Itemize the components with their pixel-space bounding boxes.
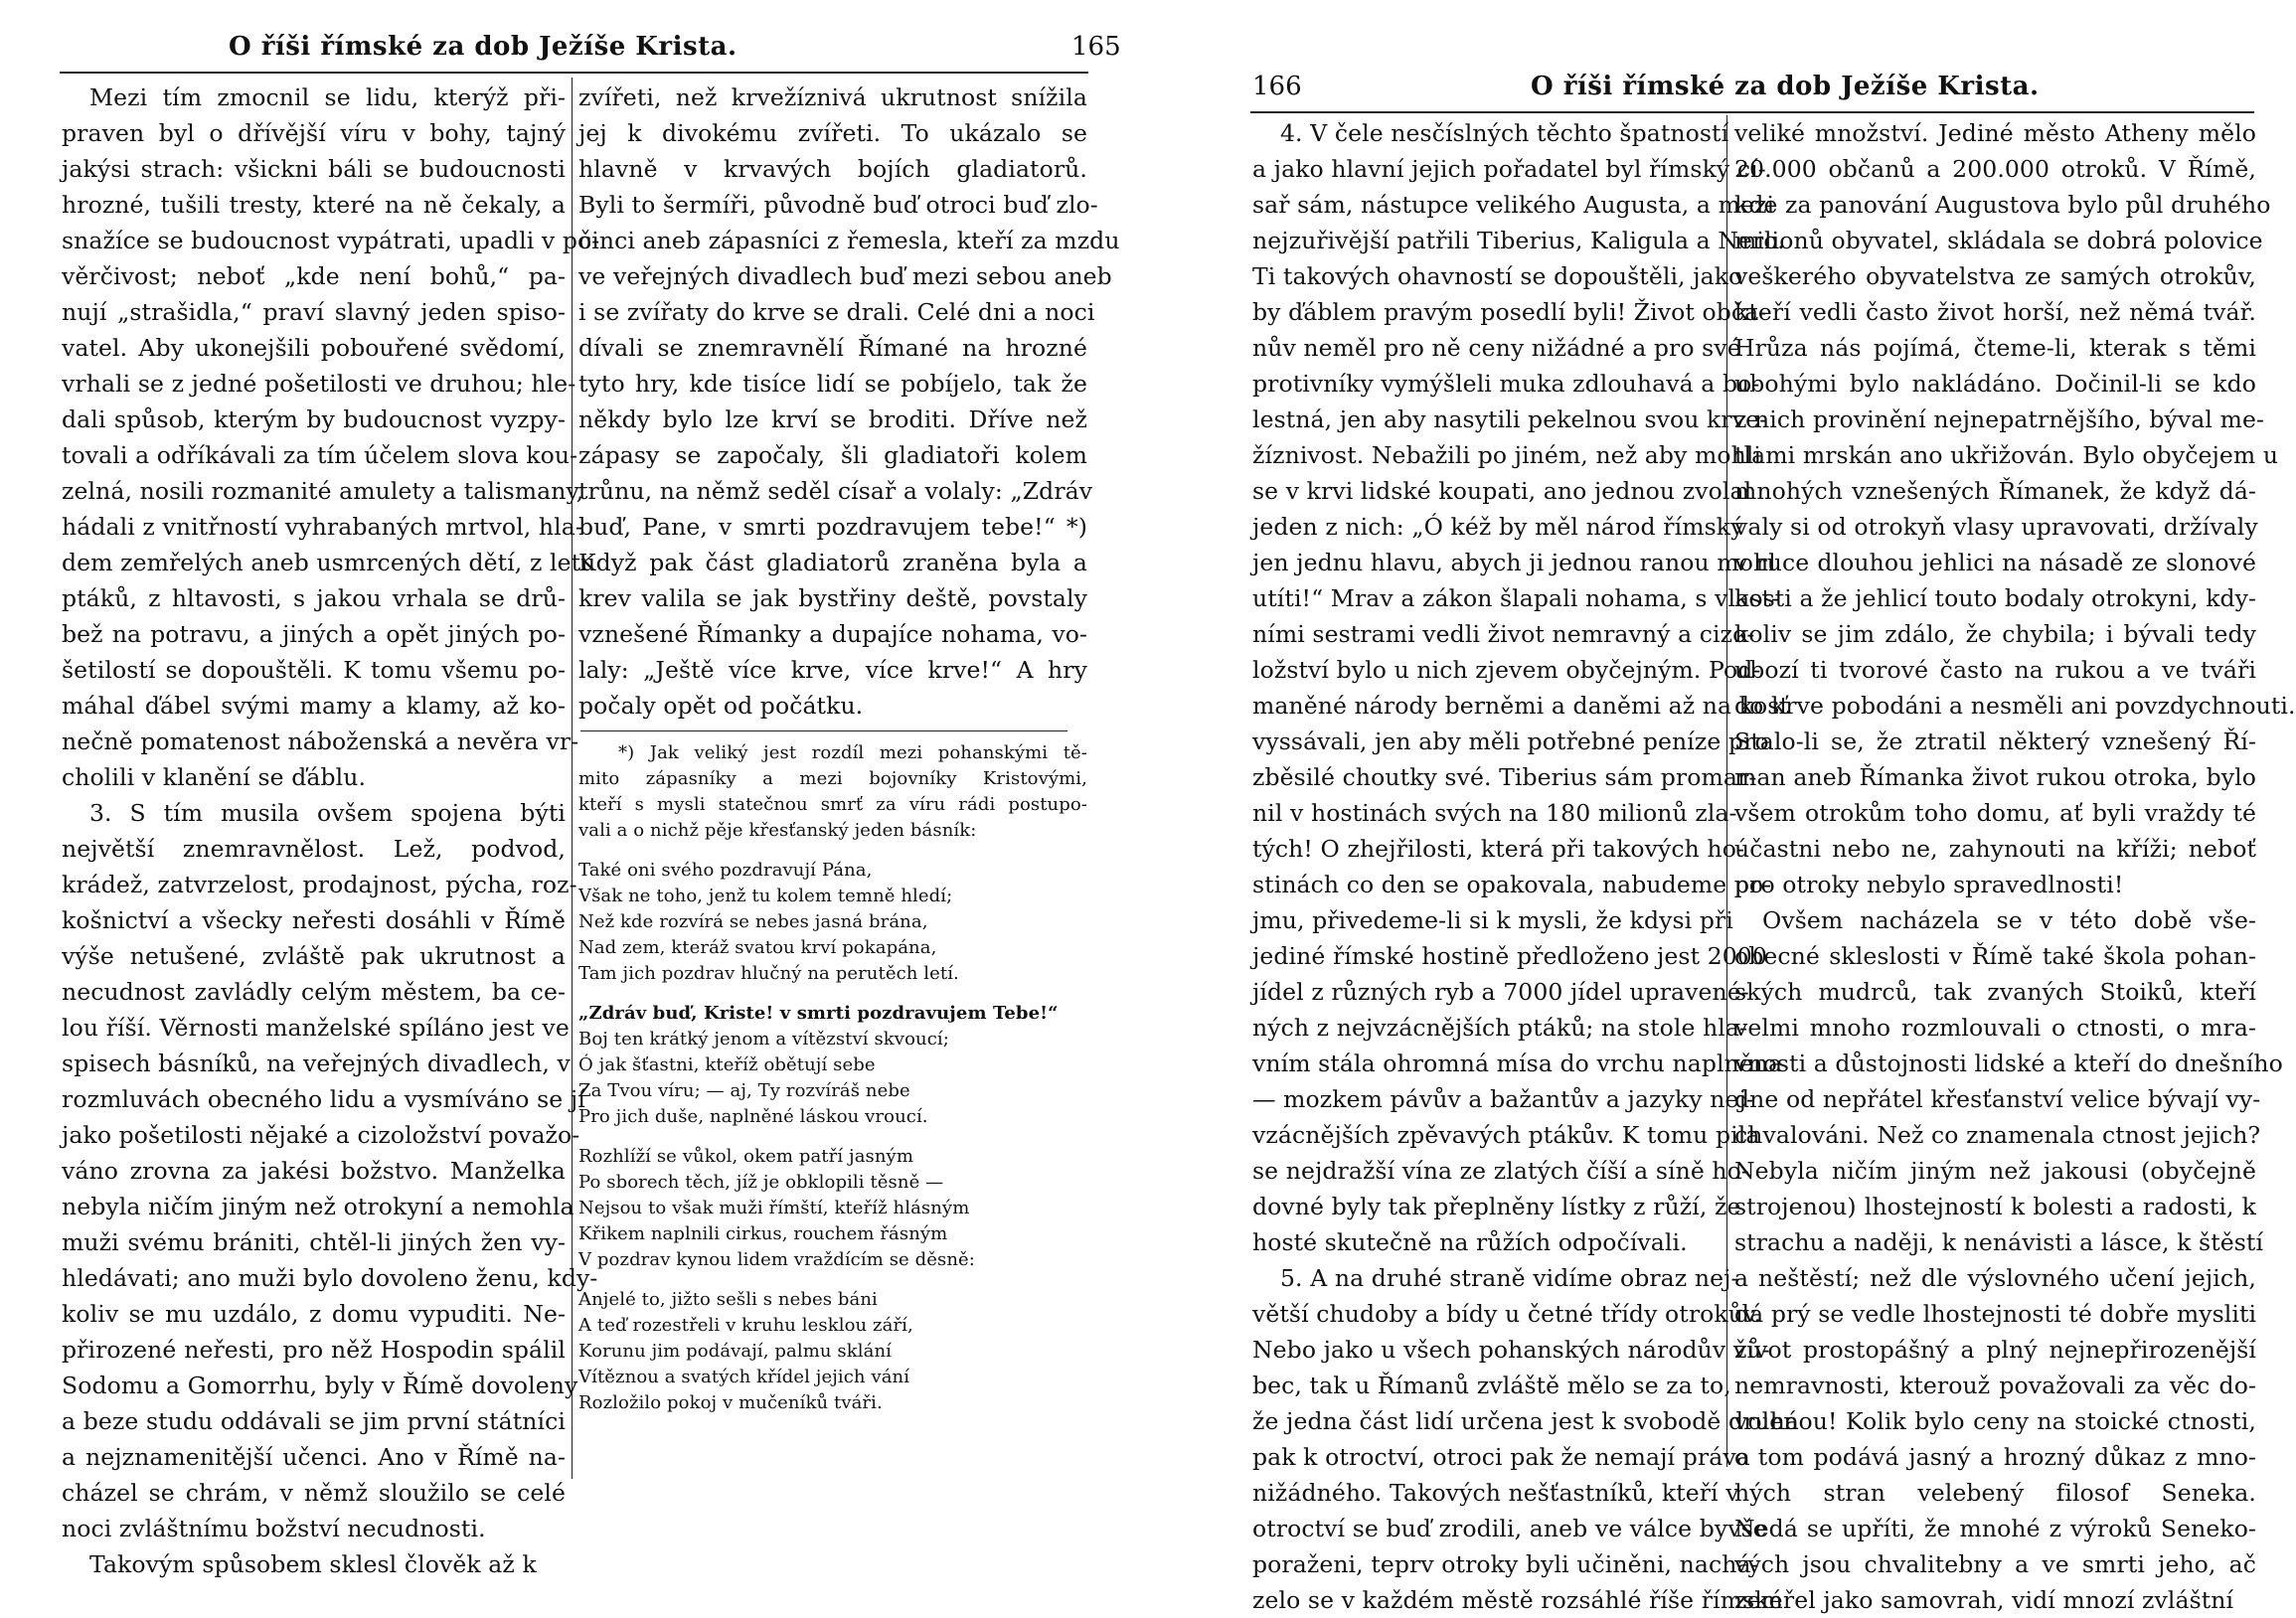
text-line: necudnost zavládly celým městem, ba ce- [62, 978, 566, 1006]
text-line: o tom podává jasný a hrozný důkaz z mno- [1734, 1443, 2256, 1471]
text-line: se nejdražší vína ze zlatých číší a síně ho- [1252, 1157, 1749, 1185]
poem-line: A teď rozestřeli v kruhu lesklou září, [578, 1315, 913, 1336]
text-line: do krve pobodáni a nesměli ani povzdychnouti. [1734, 692, 2296, 720]
text-line: snažíce se budoucnost vypátrati, upadli v po- [62, 227, 600, 254]
footnote-rule [580, 730, 1067, 731]
text-line: přirozené neřesti, pro něž Hospodin spálil [62, 1336, 566, 1364]
text-line: jmu, přivedeme-li si k mysli, že kdysi při [1252, 906, 1733, 934]
text-line: chvalováni. Než co znamenala ctnost jejich? [1734, 1121, 2261, 1149]
text-line: hádali z vnitřností vyhrabaných mrtvol, hla- [62, 513, 583, 541]
text-line: Nebyla ničím jiným než jakousi (obyčejně [1734, 1157, 2256, 1185]
text-line: zběsilé choutky své. Tiberius sám promar- [1252, 763, 1757, 791]
text-line: počaly opět od počátku. [578, 692, 864, 720]
poem-line: Rozložilo pokoj v mučeníků tváři. [578, 1392, 883, 1413]
text-line: a jako hlavní jejich pořadatel byl římský cí- [1252, 155, 1766, 183]
poem-line: Po sborech těch, jíž je obklopili těsně — [578, 1172, 944, 1193]
text-line: lou říší. Věrnosti manželské spíláno jest ve [62, 1014, 570, 1042]
text-line: jen jednu hlavu, abych ji jednou ranou mohl [1252, 549, 1776, 576]
text-line: zápasy se započaly, šli gladiatoři kolem [578, 441, 1087, 469]
header-rule [60, 72, 1088, 74]
text-line: a beze studu oddávali se jim první státníci [62, 1407, 566, 1435]
right-page [1123, 0, 2296, 1614]
text-line: cholili v klanění se ďáblu. [62, 763, 367, 791]
poem-line: Boj ten krátký jenom a vítězství skvoucí; [578, 1029, 949, 1050]
poem-line: Než kde rozvírá se nebes jasná brána, [578, 911, 928, 932]
text-line: krev valila se jak bystřiny deště, povstaly [578, 584, 1087, 612]
left-column-2 [578, 80, 1120, 724]
text-line: sař sám, nástupce velikého Augusta, a mezi [1252, 191, 1775, 219]
text-line: nejzuřivější patřili Tiberius, Kaligula a Nero. [1252, 227, 1785, 254]
text-line: otroctví se buď zrodili, aneb ve válce byvše [1252, 1515, 1767, 1542]
text-line: jídel z různých ryb a 7000 jídel upravené- [1252, 978, 1749, 1006]
poem-line: V pozdrav kynou lidem vraždícím se děsně: [578, 1249, 975, 1270]
text-line: buď, Pane, v smrti pozdravujem tebe!“ *) [578, 513, 1087, 541]
text-line: vznešené Římanky a dupajíce nohama, vo- [578, 620, 1087, 648]
poem-line: Korunu jim podávají, palmu sklání [578, 1341, 893, 1362]
footnote-line: *) Jak veliký jest rozdíl mezi pohanskými tě- [618, 742, 1087, 763]
text-line: vzácnějších zpěvavých ptákův. K tomu pila [1252, 1121, 1760, 1149]
poem-line: Nejsou to však muži římští, kteříž hlásným [578, 1198, 970, 1218]
text-line: koliv se mu uzdálo, z domu vypuditi. Ne- [62, 1300, 566, 1328]
text-line: vých jsou chvalitebny a ve smrti jeho, ač [1734, 1550, 2256, 1578]
running-title: O říši římské za dob Ježíše Krista. [1531, 72, 2040, 101]
text-line: vním stála ohromná mísa do vrchu naplněna [1252, 1050, 1783, 1077]
poem-line: Rozhlíží se vůkol, okem patří jasným [578, 1146, 913, 1167]
text-line: v ruce dlouhou jehlici na násadě ze slonové [1734, 549, 2256, 576]
poem-line: Také oni svého pozdravují Pána, [578, 860, 873, 881]
text-line: bec, tak u Římanů zvláště mělo se za to, [1252, 1372, 1731, 1399]
poem-line: Tam jich pozdrav hlučný na perutěch letí. [578, 963, 959, 984]
text-line: zelo se v každém městě rozsáhlé říše římské [1252, 1586, 1783, 1614]
text-line: Ovšem nacházela se v této době vše- [1762, 906, 2256, 934]
text-line: dem zemřelých aneb usmrcených dětí, z letu [62, 549, 596, 576]
poem-line: Ó jak šťastni, kteříž obětují sebe [578, 1054, 876, 1075]
text-line: muži svému brániti, chtěl-li jiných žen vy- [62, 1228, 566, 1256]
footnote-line: vali a o nichž pěje křesťanský jeden básník: [578, 820, 977, 841]
text-line: valy si od otrokyň vlasy upravovati, držívaly [1734, 513, 2258, 541]
stanza-gap [578, 1273, 1087, 1287]
text-line: ložství bylo u nich zjevem obyčejným. Pod- [1252, 656, 1761, 684]
text-line: dívali se znemravnělí Římané na hrozné [578, 334, 1087, 362]
text-line: žíznivost. Nebažili po jiném, než aby mohli [1252, 441, 1762, 469]
text-line: tlami mrskán ano ukřižován. Bylo obyčejem u [1734, 441, 2279, 469]
text-line: nův neměl pro ně ceny nižádné a pro své [1252, 334, 1741, 362]
text-line: obecné skleslosti v Římě také škola pohan- [1734, 942, 2256, 970]
text-line: tovali a odříkávali za tím účelem slova kou- [62, 441, 578, 469]
text-line: dne od nepřátel křesťanství velice bývají vy- [1734, 1085, 2261, 1113]
text-line: že jedna část lidí určena jest k svobodě druhá [1252, 1407, 1799, 1435]
text-line: ubohými bylo nakládáno. Dočinil-li se kdo [1734, 370, 2256, 398]
text-line: máhal ďábel svými mamy a klamy, až ko- [62, 692, 566, 720]
text-line: Ti takových ohavností se dopouštěli, jako [1252, 262, 1743, 290]
poem-line: Vítěznou a svatých křídel jejich vání [578, 1367, 910, 1387]
text-line: šetilostí se dopouštěli. K tomu všemu po- [62, 656, 566, 684]
text-line: ných z nejvzácnějších ptáků; na stole hla- [1252, 1014, 1748, 1042]
text-line: nižádného. Takových nešťastníků, kteří v [1252, 1479, 1739, 1507]
text-line: strojenou) lhostejností k bolesti a radosti, k [1734, 1193, 2256, 1220]
text-line: stinách co den se opakovala, nabudeme po- [1252, 871, 1772, 898]
poem-line: „Zdráv buď, Kriste! v smrti pozdravujem Tebe!“ [578, 1003, 1059, 1024]
text-line: a nejznamenitější učenci. Ano v Římě na- [62, 1443, 566, 1471]
text-line: jako pošetilosti nějaké a cizoložství považo- [62, 1121, 580, 1149]
page-number: 166 [1252, 72, 1302, 101]
text-line: lestná, jen aby nasytili pekelnou svou krve- [1252, 405, 1768, 433]
text-line: z nich provinění nejnepatrnějšího, býval me- [1734, 405, 2265, 433]
left-column-1 [62, 80, 600, 1582]
text-line: strachu a naději, k nenávisti a lásce, k štěstí [1734, 1228, 2264, 1256]
text-line: laly: „Ještě více krve, více krve!“ A hry [578, 656, 1087, 684]
stanza-gap [578, 1130, 1087, 1144]
text-line: vrhali se z jedné pošetilosti ve druhou; hle- [62, 370, 576, 398]
text-line: 20.000 občanů a 200.000 otroků. V Římě, [1734, 155, 2256, 183]
text-line: Sodomu a Gomorrhu, byly v Římě dovoleny [62, 1372, 578, 1399]
footnote-line: kteří s mysli statečnou smrť za víru rádi postupo- [578, 794, 1087, 815]
text-line: nebyla ničím jiným než otrokyní a nemohla [62, 1193, 574, 1220]
text-line: se v krvi lidské koupati, ano jednou zvolal [1252, 477, 1752, 505]
text-line: Hrůza nás pojímá, čteme-li, kterak s těmi [1734, 334, 2256, 362]
text-line: milionů obyvatel, skládala se dobrá polovice [1734, 227, 2263, 254]
text-line: ubozí ti tvorové často na rukou a ve tváři [1734, 656, 2256, 684]
text-line: — mozkem pávův a bažantův a jazyky nej- [1252, 1085, 1754, 1113]
text-line: jediné římské hostině předloženo jest 2000 [1252, 942, 1767, 970]
text-line: ských mudrců, tak zvaných Stoiků, kteří [1734, 978, 2256, 1006]
text-line: nečně pomatenost náboženská a nevěra vr- [62, 728, 579, 755]
text-line: cházel se chrám, v němž sloužilo se celé [62, 1479, 566, 1507]
poem-line: Anjelé to, jižto sešli s nebes báni [578, 1289, 878, 1310]
text-line: Nebo jako u všech pohanských národův vů- [1252, 1336, 1770, 1364]
text-line: život prostopášný a plný nejnepřirozenější [1734, 1336, 2256, 1364]
right-column-1 [1252, 115, 1799, 1618]
text-line: ními sestrami vedli život nemravný a cizo- [1252, 620, 1755, 648]
text-line: nují „strašidla,“ praví slavný jeden spiso- [62, 298, 566, 326]
text-line: vyssávali, jen aby měli potřebné peníze pro [1252, 728, 1769, 755]
text-line: někdy bylo lze krví se broditi. Dříve než [578, 405, 1087, 433]
text-line: dá prý se vedle lhostejnosti té dobře mysliti [1734, 1300, 2257, 1328]
left-page-header [0, 32, 1123, 72]
stanza-gap [578, 987, 1087, 1001]
text-line: spisech básníků, na veřejných divadlech, v [62, 1050, 571, 1077]
left-page [0, 0, 1123, 1578]
text-line: 4. V čele nesčíslných těchto špatností [1280, 119, 1729, 147]
text-line: košnictví a všecky neřesti dosáhli v Římě [62, 906, 566, 934]
text-line: rozmluvách obecného lidu a vysmíváno se jí [62, 1085, 585, 1113]
text-line: Mezi tím zmocnil se lidu, kterýž při- [89, 83, 566, 111]
text-line: a neštěstí; než dle výslovného učení jejich, [1734, 1264, 2256, 1292]
text-line: protivníky vymýšleli muka zdlouhavá a bo- [1252, 370, 1760, 398]
text-line: větší chudoby a bídy u četné třídy otrokův. [1252, 1300, 1762, 1328]
page-number: 165 [1071, 32, 1121, 62]
right-column-2 [1734, 115, 2296, 1618]
text-line: utíti!“ Mrav a zákon šlapali nohama, s vlast- [1252, 584, 1779, 612]
text-line: zemřel jako samovrah, vidí mnozí zvláštní [1734, 1586, 2234, 1614]
text-line: man aneb Římanka život rukou otroka, bylo [1734, 763, 2256, 791]
stanza-gap [578, 844, 1087, 858]
running-title: O říši římské za dob Ježíše Krista. [229, 32, 738, 62]
text-line: volenou! Kolik bylo ceny na stoické ctnosti, [1734, 1407, 2256, 1435]
text-line: Takovým spůsobem sklesl člověk až k [89, 1550, 537, 1578]
text-line: dovné byly tak přeplněny lístky z růží, že [1252, 1193, 1741, 1220]
text-line: vatel. Aby ukonejšili pobouřené svědomí, [62, 334, 566, 362]
text-line: vnosti a důstojnosti lidské a kteří do dnešního [1734, 1050, 2283, 1077]
poem-line: Křikem naplnili cirkus, rouchem řásným [578, 1223, 948, 1244]
text-line: Stalo-li se, že ztratil některý vznešený Ří- [1734, 728, 2256, 755]
right-page-header [1123, 72, 2264, 111]
text-line: poraženi, teprv otroky byli učiněni, nachá- [1252, 1550, 1759, 1578]
text-line: veliké množství. Jediné město Atheny mělo [1734, 119, 2256, 147]
text-line: velmi mnoho rozmlouvali o ctnosti, o mra- [1734, 1014, 2256, 1042]
text-line: koliv se jim zdálo, že chybila; i bývali tedy [1734, 620, 2256, 648]
text-line: Nedá se upříti, že mnohé z výroků Seneko- [1734, 1515, 2256, 1542]
text-line: hrozné, tušili tresty, které na ně čekaly, a [62, 191, 566, 219]
text-line: hlavně v krvavých bojích gladiatorů. [578, 155, 1087, 183]
text-line: ve veřejných divadlech buď mezi sebou aneb [578, 262, 1112, 290]
text-line: maněné národy berněmi a daněmi až na kosť [1252, 692, 1789, 720]
text-line: veškerého obyvatelstva ze samých otrokův, [1734, 262, 2256, 290]
text-line: krádež, zatvrzelost, prodajnost, pýcha, roz- [62, 871, 577, 898]
text-line: trůnu, na němž seděl císař a volaly: „Zdráv [578, 477, 1093, 505]
text-line: bež na potravu, a jiných a opět jiných po- [62, 620, 566, 648]
text-line: věrčivost; neboť „kde není bohů,“ pa- [62, 262, 566, 290]
text-line: pro otroky nebylo spravedlnosti! [1734, 871, 2124, 898]
text-line: mnohých vznešených Římanek, že když dá- [1734, 477, 2256, 505]
text-line: činci aneb zápasníci z řemesla, kteří za mzdu [578, 227, 1120, 254]
text-line: jeden z nich: „Ó kéž by měl národ římský [1252, 513, 1744, 541]
text-line: kteří vedli často život horší, než němá tvář. [1734, 298, 2256, 326]
text-line: všem otrokům toho domu, ať byli vraždy té [1734, 799, 2256, 827]
poem-line: Však ne toho, jenž tu kolem temně hledí; [578, 886, 953, 906]
text-line: dali spůsob, kterým by budoucnost vyzpy- [62, 405, 566, 433]
text-line: jakýsi strach: všickni báli se budoucnosti [62, 155, 566, 183]
text-line: 5. A na druhé straně vidíme obraz nej- [1280, 1264, 1739, 1292]
poem-line: Pro jich duše, naplněné láskou vroucí. [578, 1106, 928, 1127]
footnote-line: mito zápasníky a mezi bojovníky Kristovými, [578, 768, 1087, 789]
text-line: zvířeti, než krvežíznivá ukrutnost snížila [578, 83, 1087, 111]
text-line: hledávati; ano muži bylo dovoleno ženu, kdy- [62, 1264, 598, 1292]
footnote [578, 740, 1087, 1416]
header-rule [1250, 111, 2254, 113]
text-line: hých stran velebený filosof Seneka. [1734, 1479, 2256, 1507]
text-line: i se zvířaty do krve se drali. Celé dni a noci [578, 298, 1095, 326]
text-line: výše netušené, zvláště pak ukrutnost a [62, 942, 566, 970]
text-line: noci zvláštnímu božství necudnosti. [62, 1515, 486, 1542]
text-line: 3. S tím musila ovšem spojena býti [89, 799, 566, 827]
text-line: kde za panování Augustova bylo půl druhého [1734, 191, 2271, 219]
poem-line: Nad zem, kteráž svatou krví pokapána, [578, 937, 937, 958]
text-line: hosté skutečně na růžích odpočívali. [1252, 1228, 1688, 1256]
text-line: nil v hostinách svých na 180 milionů zla- [1252, 799, 1737, 827]
text-line: účastni nebo ne, zahynouti na kříži; neboť [1734, 835, 2256, 863]
text-line: tých! O zhejřilosti, která při takových ho- [1252, 835, 1744, 863]
text-line: Byli to šermíři, původně buď otroci buď zlo- [578, 191, 1098, 219]
text-line: nemravnosti, kterouž považovali za věc do- [1734, 1372, 2256, 1399]
text-line: praven byl o dřívější víru v bohy, tajný [62, 119, 566, 147]
poem-line: Za Tvou víru; — aj, Ty rozvíráš nebe [578, 1080, 910, 1101]
text-line: jej k divokému zvířeti. To ukázalo se [578, 119, 1087, 147]
text-line: kosti a že jehlicí touto bodaly otrokyni, kdy- [1734, 584, 2257, 612]
text-line: pak k otroctví, otroci pak že nemají práva [1252, 1443, 1750, 1471]
text-line: zelná, nosili rozmanité amulety a talismany, [62, 477, 584, 505]
text-line: váno zrovna za jakési božstvo. Manželka [62, 1157, 566, 1185]
text-line: by ďáblem pravým posedlí byli! Život obča- [1252, 298, 1767, 326]
text-line: ptáků, z hltavosti, s jakou vrhala se drů- [62, 584, 566, 612]
text-line: tyto hry, kde tisíce lidí se pobíjelo, tak že [578, 370, 1087, 398]
text-line: největší znemravnělost. Lež, podvod, [62, 835, 566, 863]
text-line: Když pak část gladiatorů zraněna byla a [578, 549, 1087, 576]
